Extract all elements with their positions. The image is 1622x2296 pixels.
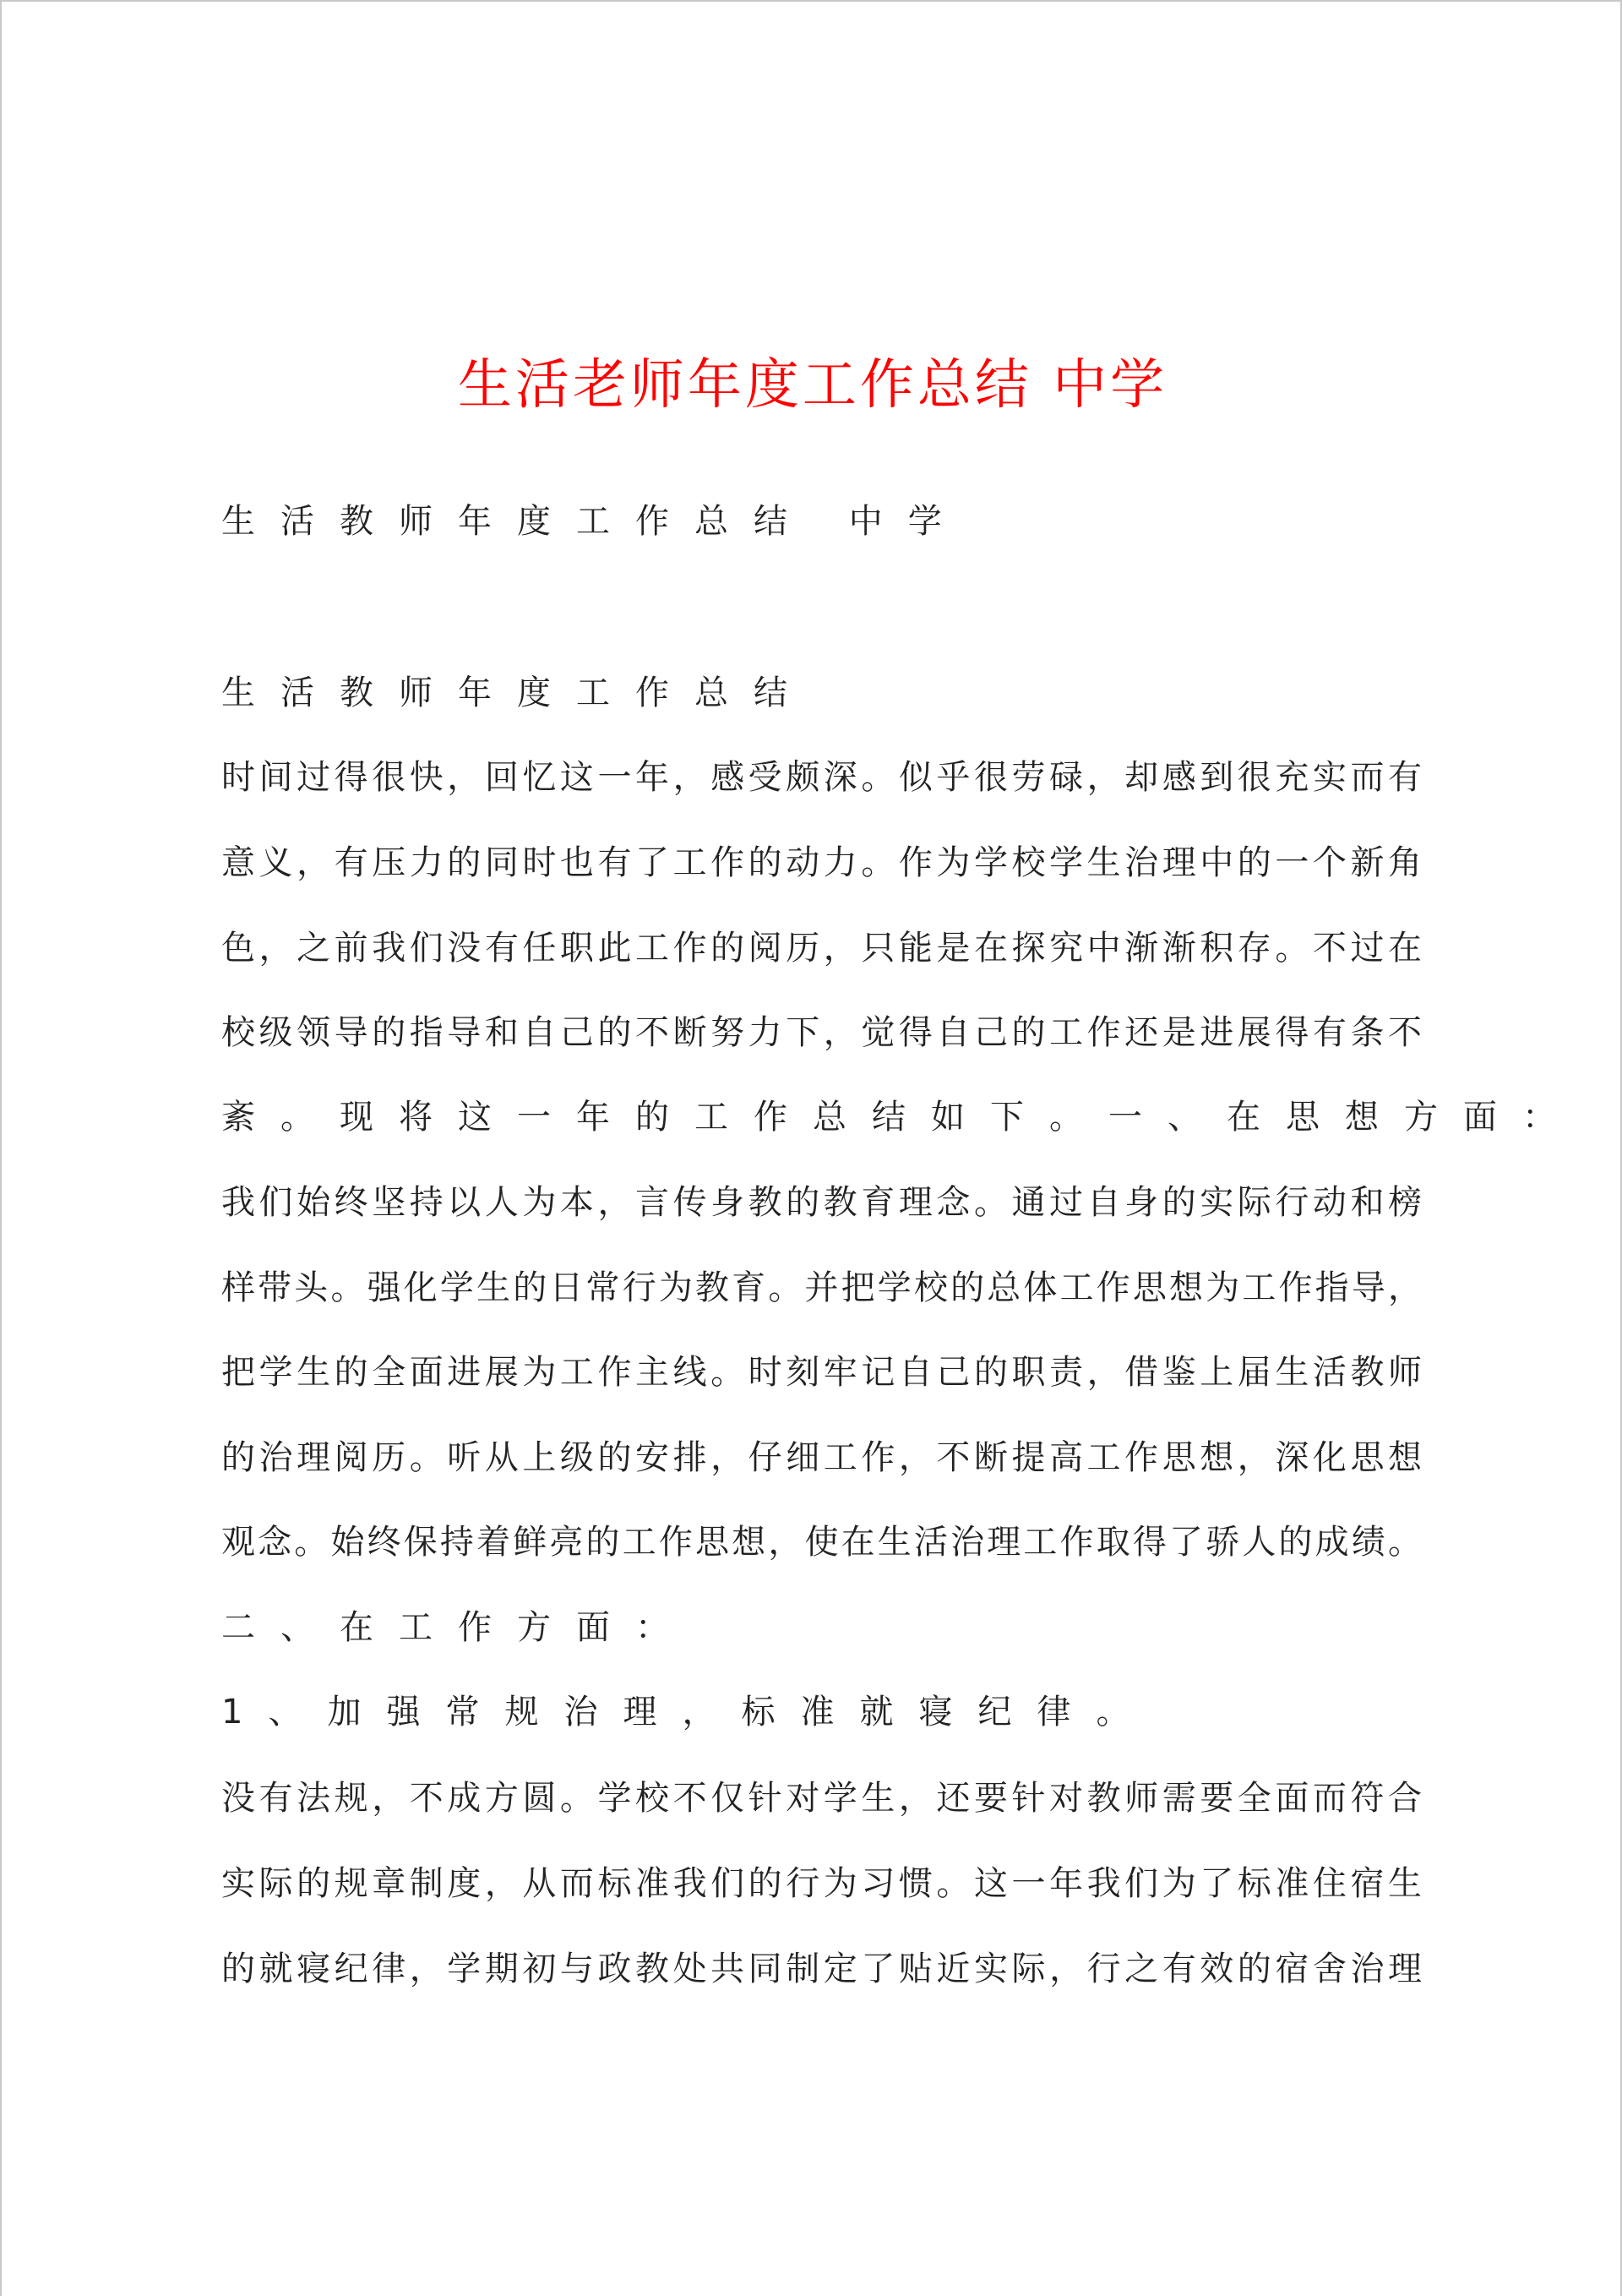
body-line: 没有法规，不成方圆。学校不仅针对学生，还要针对教师需要全面而符合 [221,1779,1422,1818]
body-line: 实际的规章制度，从而标准我们的行为习惯。这一年我们为了标准住宿生 [221,1864,1422,1903]
body-line: 的治理阅历。听从上级的安排，仔细工作，不断提高工作思想，深化思想 [221,1438,1422,1477]
section-heading: 生活教师年度工作总结 [221,674,813,712]
section-heading-work: 二、在工作方面： [221,1608,694,1647]
body-line: 意义，有压力的同时也有了工作的动力。作为学校学生治理中的一个新角 [221,843,1422,882]
body-line: 紊。现将这一年的工作总结如下。一、在思想方面： [221,1098,1581,1137]
document-title: 生活老师年度工作总结 中学 [457,354,1168,417]
body-line: 样带头。强化学生的日常行为教育。并把学校的总体工作思想为工作指导， [221,1268,1422,1307]
document-subtitle: 生活教师年度工作总结 中学 [221,502,967,541]
body-line: 校级领导的指导和自己的不断努力下，觉得自己的工作还是进展得有条不 [221,1013,1422,1052]
subsection-heading: 1、加强常规治理，标准就寝纪律。 [221,1693,1156,1732]
body-line: 的就寝纪律，学期初与政教处共同制定了贴近实际，行之有效的宿舍治理 [221,1950,1422,1988]
body-line: 观念。始终保持着鲜亮的工作思想，使在生活治理工作取得了骄人的成绩。 [221,1523,1422,1562]
body-line: 我们始终坚持以人为本，言传身教的教育理念。通过自身的实际行动和榜 [221,1183,1422,1222]
body-line: 时间过得很快，回忆这一年，感受颇深。似乎很劳碌，却感到很充实而有 [221,758,1422,797]
body-line: 色，之前我们没有任职此工作的阅历，只能是在探究中渐渐积存。不过在 [221,929,1422,968]
body-line: 把学生的全面进展为工作主线。时刻牢记自己的职责，借鉴上届生活教师 [221,1353,1422,1392]
